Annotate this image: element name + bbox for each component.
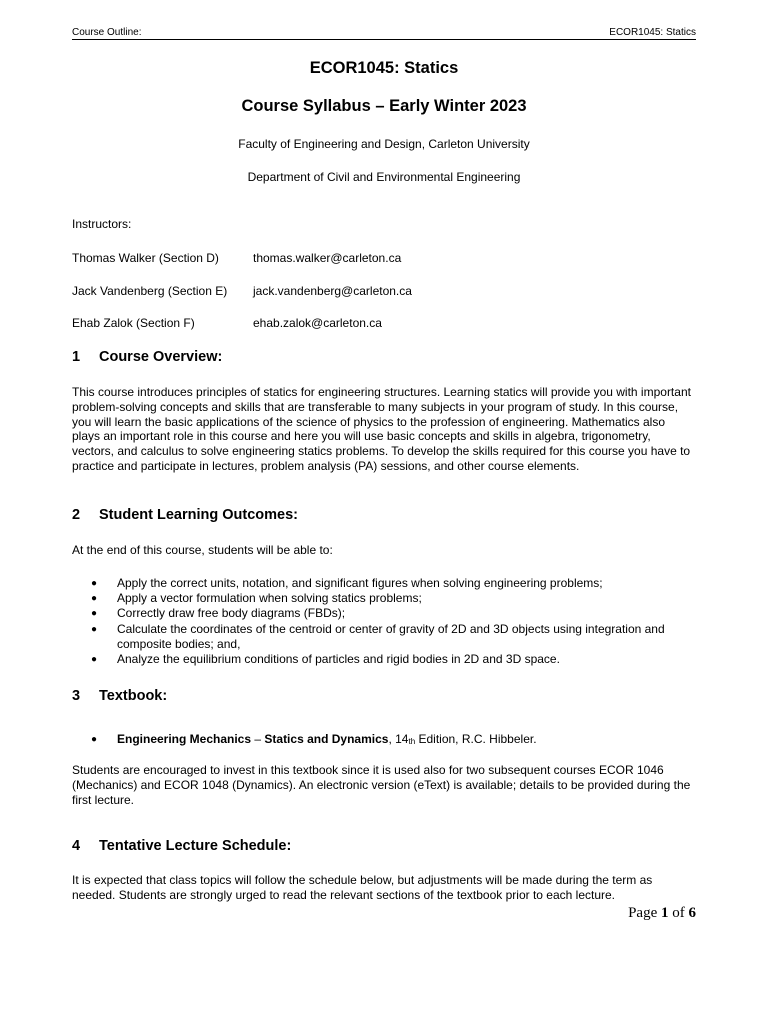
book-subtitle: Statics and Dynamics: [264, 732, 389, 746]
list-item: ● Apply the correct units, notation, and significant figures when solving engineering problems;: [91, 576, 603, 590]
bullet-icon: ●: [91, 623, 98, 635]
instructor-email: ehab.zalok@carleton.ca: [253, 316, 382, 330]
page-number: Page 1 of 6: [628, 905, 696, 921]
section-title: Tentative Lecture Schedule:: [99, 838, 292, 854]
syllabus-title: Course Syllabus – Early Winter 2023: [241, 97, 527, 115]
section-heading-overview: [72, 349, 222, 365]
section-heading-textbook: [72, 688, 167, 704]
section-heading-outcomes: [72, 507, 298, 523]
section-number: 4: [72, 838, 81, 854]
section-heading-schedule: [72, 838, 291, 854]
bullet-icon: ●: [91, 654, 98, 666]
textbook-paragraph: Students are encouraged to invest in this textbook since it is used also for two subsequent courses ECOR 1046 (Mechanics) and ECOR 1048 (Dynamics). An electronic version (eText) is available; details to be provided during the first lecture.: [72, 763, 691, 807]
overview-paragraph: This course introduces principles of statics for engineering structures. Learning statics will provide you with important problem-solving concepts and skills that are transferable to many subjects in your program of study. In this course, you will learn the basic applications of the science of physics to the profession of engineering. Mathematics also plays an important role in this course and here you will use basic concepts and skills in algebra, trigonometry, vectors, and calculus to solve engineering statics problems. To develop the skills required for this course you have to practice and participate in lectures, problem analysis (PA) sessions, and other course elements.: [72, 385, 691, 473]
section-number: 3: [72, 688, 81, 704]
list-item: ● Correctly draw free body diagrams (FBDs);: [91, 606, 346, 621]
textbook-list: [72, 732, 696, 749]
list-item: ● Apply a vector formulation when solving statics problems;: [91, 591, 422, 606]
book-title: Engineering Mechanics: [117, 732, 252, 746]
list-item: ● Analyze the equilibrium conditions of particles and rigid bodies in 2D and 3D space.: [91, 652, 560, 667]
bullet-icon: ●: [91, 734, 98, 745]
schedule-paragraph: It is expected that class topics will follow the schedule below, but adjustments will be made during the term as needed. Students are strongly urged to read the relevant sections of the textbook prior to each lecture.: [72, 873, 653, 902]
instructors-label: Instructors:: [72, 217, 132, 231]
outcomes-list: [72, 576, 696, 667]
instructor-email: jack.vandenberg@carleton.ca: [253, 284, 412, 298]
outcomes-intro: At the end of this course, students will be able to:: [72, 543, 333, 557]
section-title: Textbook:: [99, 688, 168, 704]
instructor-name: Thomas Walker (Section D): [72, 251, 219, 265]
header-left: Course Outline:: [72, 27, 142, 38]
header-right: ECOR1045: Statics: [609, 27, 696, 38]
faculty-line: Faculty of Engineering and Design, Carleton University: [238, 137, 530, 151]
section-title: Course Overview:: [99, 349, 223, 365]
bullet-icon: ●: [91, 593, 98, 605]
instructor-name: Jack Vandenberg (Section E): [72, 284, 228, 298]
bullet-icon: ●: [91, 608, 98, 620]
instructor-name: Ehab Zalok (Section F): [72, 316, 195, 330]
running-header: [72, 28, 696, 40]
section-number: 1: [72, 349, 81, 365]
bullet-icon: ●: [91, 578, 98, 589]
list-item: ● Engineering Mechanics – Statics and Dynamics, 14th Edition, R.C. Hibbeler.: [91, 732, 537, 746]
department-line: Department of Civil and Environmental Engineering: [247, 170, 521, 184]
list-item: ● Calculate the coordinates of the centroid or center of gravity of 2D and 3D objects using integration and composite bodies; and,: [91, 621, 665, 651]
course-title: ECOR1045: Statics: [309, 59, 459, 77]
section-title: Student Learning Outcomes:: [99, 507, 298, 523]
instructor-email: thomas.walker@carleton.ca: [253, 251, 402, 265]
section-number: 2: [72, 507, 81, 523]
